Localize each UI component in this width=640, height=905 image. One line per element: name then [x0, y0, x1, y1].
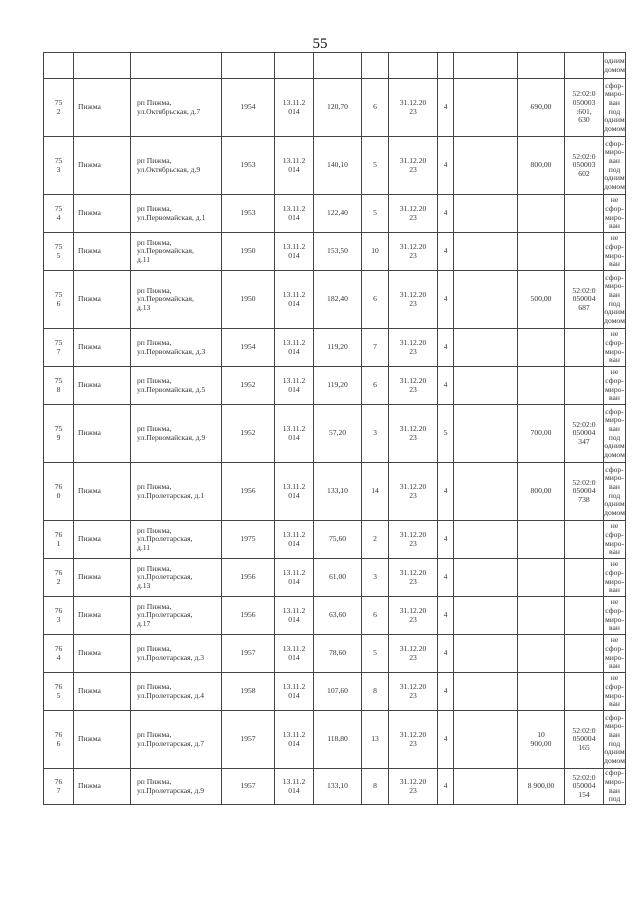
cell-residents: 10 [362, 233, 389, 271]
cell-area: 63,60 [314, 597, 362, 635]
cell-date: 13.11.2 014 [275, 769, 314, 805]
cell-year: 1957 [222, 711, 275, 769]
cell-number [44, 53, 74, 79]
cell-land-area [518, 597, 565, 635]
cell-empty [454, 367, 518, 405]
cell-area: 107,60 [314, 673, 362, 711]
cell-empty [454, 233, 518, 271]
cell-land-status: не сфор- миро- ван [604, 559, 626, 597]
cell-land-area: 800,00 [518, 463, 565, 521]
cell-cadastral [565, 329, 604, 367]
cell-number: 76 0 [44, 463, 74, 521]
cell-date: 13.11.2 014 [275, 137, 314, 195]
table-row [44, 769, 626, 805]
cell-stage: 4 [438, 137, 454, 195]
cell-stage: 4 [438, 463, 454, 521]
cell-date: 13.11.2 014 [275, 673, 314, 711]
cell-settlement [74, 53, 131, 79]
cell-empty [454, 53, 518, 79]
cell-deadline: 31.12.20 23 [389, 195, 438, 233]
page-number: 55 [312, 36, 328, 52]
cell-address: рп Пижма, ул.Октябрьская, д.9 [131, 137, 222, 195]
table-row [44, 597, 626, 635]
cell-date: 13.11.2 014 [275, 463, 314, 521]
cell-land-area [518, 635, 565, 673]
cell-year: 1954 [222, 79, 275, 137]
cell-empty [454, 521, 518, 559]
cell-stage: 5 [438, 405, 454, 463]
cell-address: рп Пижма, ул.Пролетарская, д.17 [131, 597, 222, 635]
cell-year: 1952 [222, 405, 275, 463]
cell-settlement: Пижма [74, 673, 131, 711]
table-body [44, 53, 626, 805]
cell-settlement: Пижма [74, 769, 131, 805]
cell-deadline: 31.12.20 23 [389, 233, 438, 271]
cell-settlement: Пижма [74, 329, 131, 367]
cell-number: 76 5 [44, 673, 74, 711]
cell-residents: 8 [362, 673, 389, 711]
cell-date: 13.11.2 014 [275, 271, 314, 329]
cell-deadline: 31.12.20 23 [389, 329, 438, 367]
cell-empty [454, 79, 518, 137]
cell-address: рп Пижма, ул.Первомайская, д.3 [131, 329, 222, 367]
cell-land-status: сфор- миро- ван под одним домом [604, 137, 626, 195]
cell-settlement: Пижма [74, 559, 131, 597]
cell-residents: 5 [362, 137, 389, 195]
cell-cadastral [565, 53, 604, 79]
cell-address: рп Пижма, ул.Пролетарская, д.1 [131, 463, 222, 521]
cell-year: 1954 [222, 329, 275, 367]
cell-deadline: 31.12.20 23 [389, 711, 438, 769]
table-row [44, 79, 626, 137]
cell-year: 1950 [222, 233, 275, 271]
cell-deadline: 31.12.20 23 [389, 597, 438, 635]
cell-cadastral [565, 367, 604, 405]
cell-stage: 4 [438, 711, 454, 769]
cell-residents: 3 [362, 559, 389, 597]
cell-deadline: 31.12.20 23 [389, 79, 438, 137]
cell-stage: 4 [438, 271, 454, 329]
cell-date: 13.11.2 014 [275, 521, 314, 559]
cell-date: 13.11.2 014 [275, 711, 314, 769]
cell-date: 13.11.2 014 [275, 329, 314, 367]
cell-cadastral [565, 559, 604, 597]
cell-cadastral: 52:02:0 050004 347 [565, 405, 604, 463]
cell-area: 57,20 [314, 405, 362, 463]
cell-cadastral [565, 195, 604, 233]
cell-settlement: Пижма [74, 405, 131, 463]
cell-empty [454, 559, 518, 597]
cell-cadastral [565, 597, 604, 635]
cell-residents [362, 53, 389, 79]
cell-residents: 8 [362, 769, 389, 805]
cell-date: 13.11.2 014 [275, 79, 314, 137]
cell-area: 120,70 [314, 79, 362, 137]
cell-date: 13.11.2 014 [275, 405, 314, 463]
table-row [44, 271, 626, 329]
cell-empty [454, 137, 518, 195]
cell-land-status: сфор- миро- ван под одним домом [604, 711, 626, 769]
cell-settlement: Пижма [74, 137, 131, 195]
cell-settlement: Пижма [74, 195, 131, 233]
cell-stage: 4 [438, 521, 454, 559]
cell-year: 1956 [222, 559, 275, 597]
cell-area: 61,00 [314, 559, 362, 597]
cell-number: 76 3 [44, 597, 74, 635]
cell-land-status: не сфор- миро- ван [604, 195, 626, 233]
cell-stage: 4 [438, 79, 454, 137]
cell-land-area [518, 329, 565, 367]
cell-deadline: 31.12.20 23 [389, 673, 438, 711]
cell-stage [438, 53, 454, 79]
cell-year: 1957 [222, 635, 275, 673]
cell-number: 75 5 [44, 233, 74, 271]
table-row [44, 195, 626, 233]
cell-settlement: Пижма [74, 271, 131, 329]
cell-settlement: Пижма [74, 367, 131, 405]
table-row [44, 711, 626, 769]
cell-address: рп Пижма, ул.Пролетарская, д.4 [131, 673, 222, 711]
cell-cadastral: 52:02:0 050004 165 [565, 711, 604, 769]
cell-land-area [518, 559, 565, 597]
cell-cadastral [565, 233, 604, 271]
cell-empty [454, 195, 518, 233]
cell-address: рп Пижма, ул.Первомайская, д.11 [131, 233, 222, 271]
cell-land-status: сфор- миро- ван под одним домом [604, 79, 626, 137]
cell-date: 13.11.2 014 [275, 597, 314, 635]
cell-deadline: 31.12.20 23 [389, 769, 438, 805]
cell-land-status: не сфор- миро- ван [604, 367, 626, 405]
cell-settlement: Пижма [74, 463, 131, 521]
cell-cadastral: 52:02:0 050003 :601, 630 [565, 79, 604, 137]
cell-residents: 14 [362, 463, 389, 521]
cell-land-status: одним домом [604, 53, 626, 79]
cell-number: 76 4 [44, 635, 74, 673]
cell-area: 182,40 [314, 271, 362, 329]
cell-year: 1956 [222, 463, 275, 521]
cell-residents: 7 [362, 329, 389, 367]
table-row [44, 233, 626, 271]
cell-date [275, 53, 314, 79]
cell-land-area: 500,00 [518, 271, 565, 329]
cell-number: 75 3 [44, 137, 74, 195]
cell-number: 75 7 [44, 329, 74, 367]
cell-number: 76 6 [44, 711, 74, 769]
cell-address: рп Пижма, ул.Первомайская, д.1 [131, 195, 222, 233]
cell-year: 1956 [222, 597, 275, 635]
cell-area: 119,20 [314, 367, 362, 405]
cell-address: рп Пижма, ул.Октябрьская, д.7 [131, 79, 222, 137]
cell-residents: 6 [362, 271, 389, 329]
cell-deadline: 31.12.20 23 [389, 559, 438, 597]
cell-area: 140,10 [314, 137, 362, 195]
housing-register-table [43, 52, 626, 805]
cell-deadline: 31.12.20 23 [389, 405, 438, 463]
cell-deadline: 31.12.20 23 [389, 463, 438, 521]
cell-area: 122,40 [314, 195, 362, 233]
cell-year: 1950 [222, 271, 275, 329]
table-row [44, 137, 626, 195]
cell-land-status: сфор- миро- ван под одним домом [604, 405, 626, 463]
cell-deadline: 31.12.20 23 [389, 271, 438, 329]
cell-land-status: сфор- миро- ван под одним домом [604, 271, 626, 329]
cell-land-area: 8 900,00 [518, 769, 565, 805]
cell-address: рп Пижма, ул.Первомайская, д.9 [131, 405, 222, 463]
cell-number: 76 7 [44, 769, 74, 805]
cell-settlement: Пижма [74, 233, 131, 271]
cell-year [222, 53, 275, 79]
cell-number: 76 2 [44, 559, 74, 597]
table-row [44, 367, 626, 405]
cell-residents: 3 [362, 405, 389, 463]
cell-date: 13.11.2 014 [275, 635, 314, 673]
cell-empty [454, 463, 518, 521]
cell-residents: 6 [362, 367, 389, 405]
cell-number: 75 6 [44, 271, 74, 329]
cell-stage: 4 [438, 233, 454, 271]
cell-stage: 4 [438, 367, 454, 405]
cell-area: 118,80 [314, 711, 362, 769]
cell-stage: 4 [438, 195, 454, 233]
cell-stage: 4 [438, 597, 454, 635]
cell-stage: 4 [438, 329, 454, 367]
cell-number: 76 1 [44, 521, 74, 559]
cell-number: 75 2 [44, 79, 74, 137]
cell-empty [454, 711, 518, 769]
cell-deadline: 31.12.20 23 [389, 137, 438, 195]
table-row [44, 405, 626, 463]
cell-stage: 4 [438, 769, 454, 805]
cell-address: рп Пижма, ул.Пролетарская, д.11 [131, 521, 222, 559]
cell-address: рп Пижма, ул.Пролетарская, д.9 [131, 769, 222, 805]
cell-year: 1957 [222, 769, 275, 805]
cell-cadastral [565, 635, 604, 673]
table-row [44, 673, 626, 711]
cell-land-status: не сфор- миро- ван [604, 233, 626, 271]
cell-stage: 4 [438, 635, 454, 673]
cell-residents: 13 [362, 711, 389, 769]
cell-land-area [518, 233, 565, 271]
cell-land-area: 690,00 [518, 79, 565, 137]
table-row [44, 521, 626, 559]
table-row [44, 635, 626, 673]
table-row [44, 329, 626, 367]
cell-address [131, 53, 222, 79]
cell-settlement: Пижма [74, 597, 131, 635]
cell-cadastral [565, 521, 604, 559]
cell-land-area [518, 367, 565, 405]
cell-number: 75 4 [44, 195, 74, 233]
cell-residents: 5 [362, 635, 389, 673]
cell-cadastral: 52:02:0 050004 687 [565, 271, 604, 329]
cell-area: 75,60 [314, 521, 362, 559]
cell-area: 133,10 [314, 769, 362, 805]
cell-settlement: Пижма [74, 711, 131, 769]
cell-settlement: Пижма [74, 79, 131, 137]
cell-deadline: 31.12.20 23 [389, 367, 438, 405]
cell-land-status: не сфор- миро- ван [604, 329, 626, 367]
cell-land-area [518, 195, 565, 233]
cell-empty [454, 635, 518, 673]
cell-year: 1952 [222, 367, 275, 405]
cell-number: 75 9 [44, 405, 74, 463]
table-row-continued [44, 53, 626, 79]
cell-land-area [518, 521, 565, 559]
cell-year: 1958 [222, 673, 275, 711]
cell-empty [454, 673, 518, 711]
cell-deadline [389, 53, 438, 79]
cell-area: 119,20 [314, 329, 362, 367]
cell-land-status: сфор- миро- ван под одним домом [604, 463, 626, 521]
cell-address: рп Пижма, ул.Первомайская, д.5 [131, 367, 222, 405]
cell-residents: 2 [362, 521, 389, 559]
cell-date: 13.11.2 014 [275, 367, 314, 405]
cell-empty [454, 597, 518, 635]
cell-address: рп Пижма, ул.Пролетарская, д.7 [131, 711, 222, 769]
cell-number: 75 8 [44, 367, 74, 405]
cell-residents: 6 [362, 79, 389, 137]
cell-empty [454, 769, 518, 805]
cell-empty [454, 405, 518, 463]
cell-year: 1975 [222, 521, 275, 559]
cell-land-status: сфор- миро- ван под [605, 768, 624, 804]
cell-area: 133,10 [314, 463, 362, 521]
cell-address: рп Пижма, ул.Первомайская, д.13 [131, 271, 222, 329]
cell-address: рп Пижма, ул.Пролетарская, д.13 [131, 559, 222, 597]
cell-land-area [518, 673, 565, 711]
cell-settlement: Пижма [74, 635, 131, 673]
cell-land-area: 700,00 [518, 405, 565, 463]
cell-area: 78,60 [314, 635, 362, 673]
cell-date: 13.11.2 014 [275, 559, 314, 597]
cell-empty [454, 329, 518, 367]
cell-residents: 5 [362, 195, 389, 233]
cell-date: 13.11.2 014 [275, 233, 314, 271]
cell-deadline: 31.12.20 23 [389, 635, 438, 673]
cell-residents: 6 [362, 597, 389, 635]
cell-cadastral: 52:02:0 050003 602 [565, 137, 604, 195]
table-row [44, 463, 626, 521]
table-row [44, 559, 626, 597]
cell-land-area: 800,00 [518, 137, 565, 195]
cell-stage: 4 [438, 559, 454, 597]
cell-land-status: не сфор- миро- ван [604, 597, 626, 635]
cell-stage: 4 [438, 673, 454, 711]
cell-year: 1953 [222, 137, 275, 195]
cell-empty [454, 271, 518, 329]
cell-area: 153,50 [314, 233, 362, 271]
cell-land-status: не сфор- миро- ван [604, 673, 626, 711]
cell-land-status: не сфор- миро- ван [604, 635, 626, 673]
cell-land-status: не сфор- миро- ван [604, 521, 626, 559]
cell-date: 13.11.2 014 [275, 195, 314, 233]
cell-cadastral [565, 673, 604, 711]
cell-settlement: Пижма [74, 521, 131, 559]
cell-area [314, 53, 362, 79]
cell-year: 1953 [222, 195, 275, 233]
cell-land-area [518, 53, 565, 79]
cell-deadline: 31.12.20 23 [389, 521, 438, 559]
cell-cadastral: 52:02:0 050004 154 [565, 769, 604, 805]
cell-address: рп Пижма, ул.Пролетарская, д.3 [131, 635, 222, 673]
cell-land-area: 10 900,00 [518, 711, 565, 769]
cell-cadastral: 52:02:0 050004 738 [565, 463, 604, 521]
